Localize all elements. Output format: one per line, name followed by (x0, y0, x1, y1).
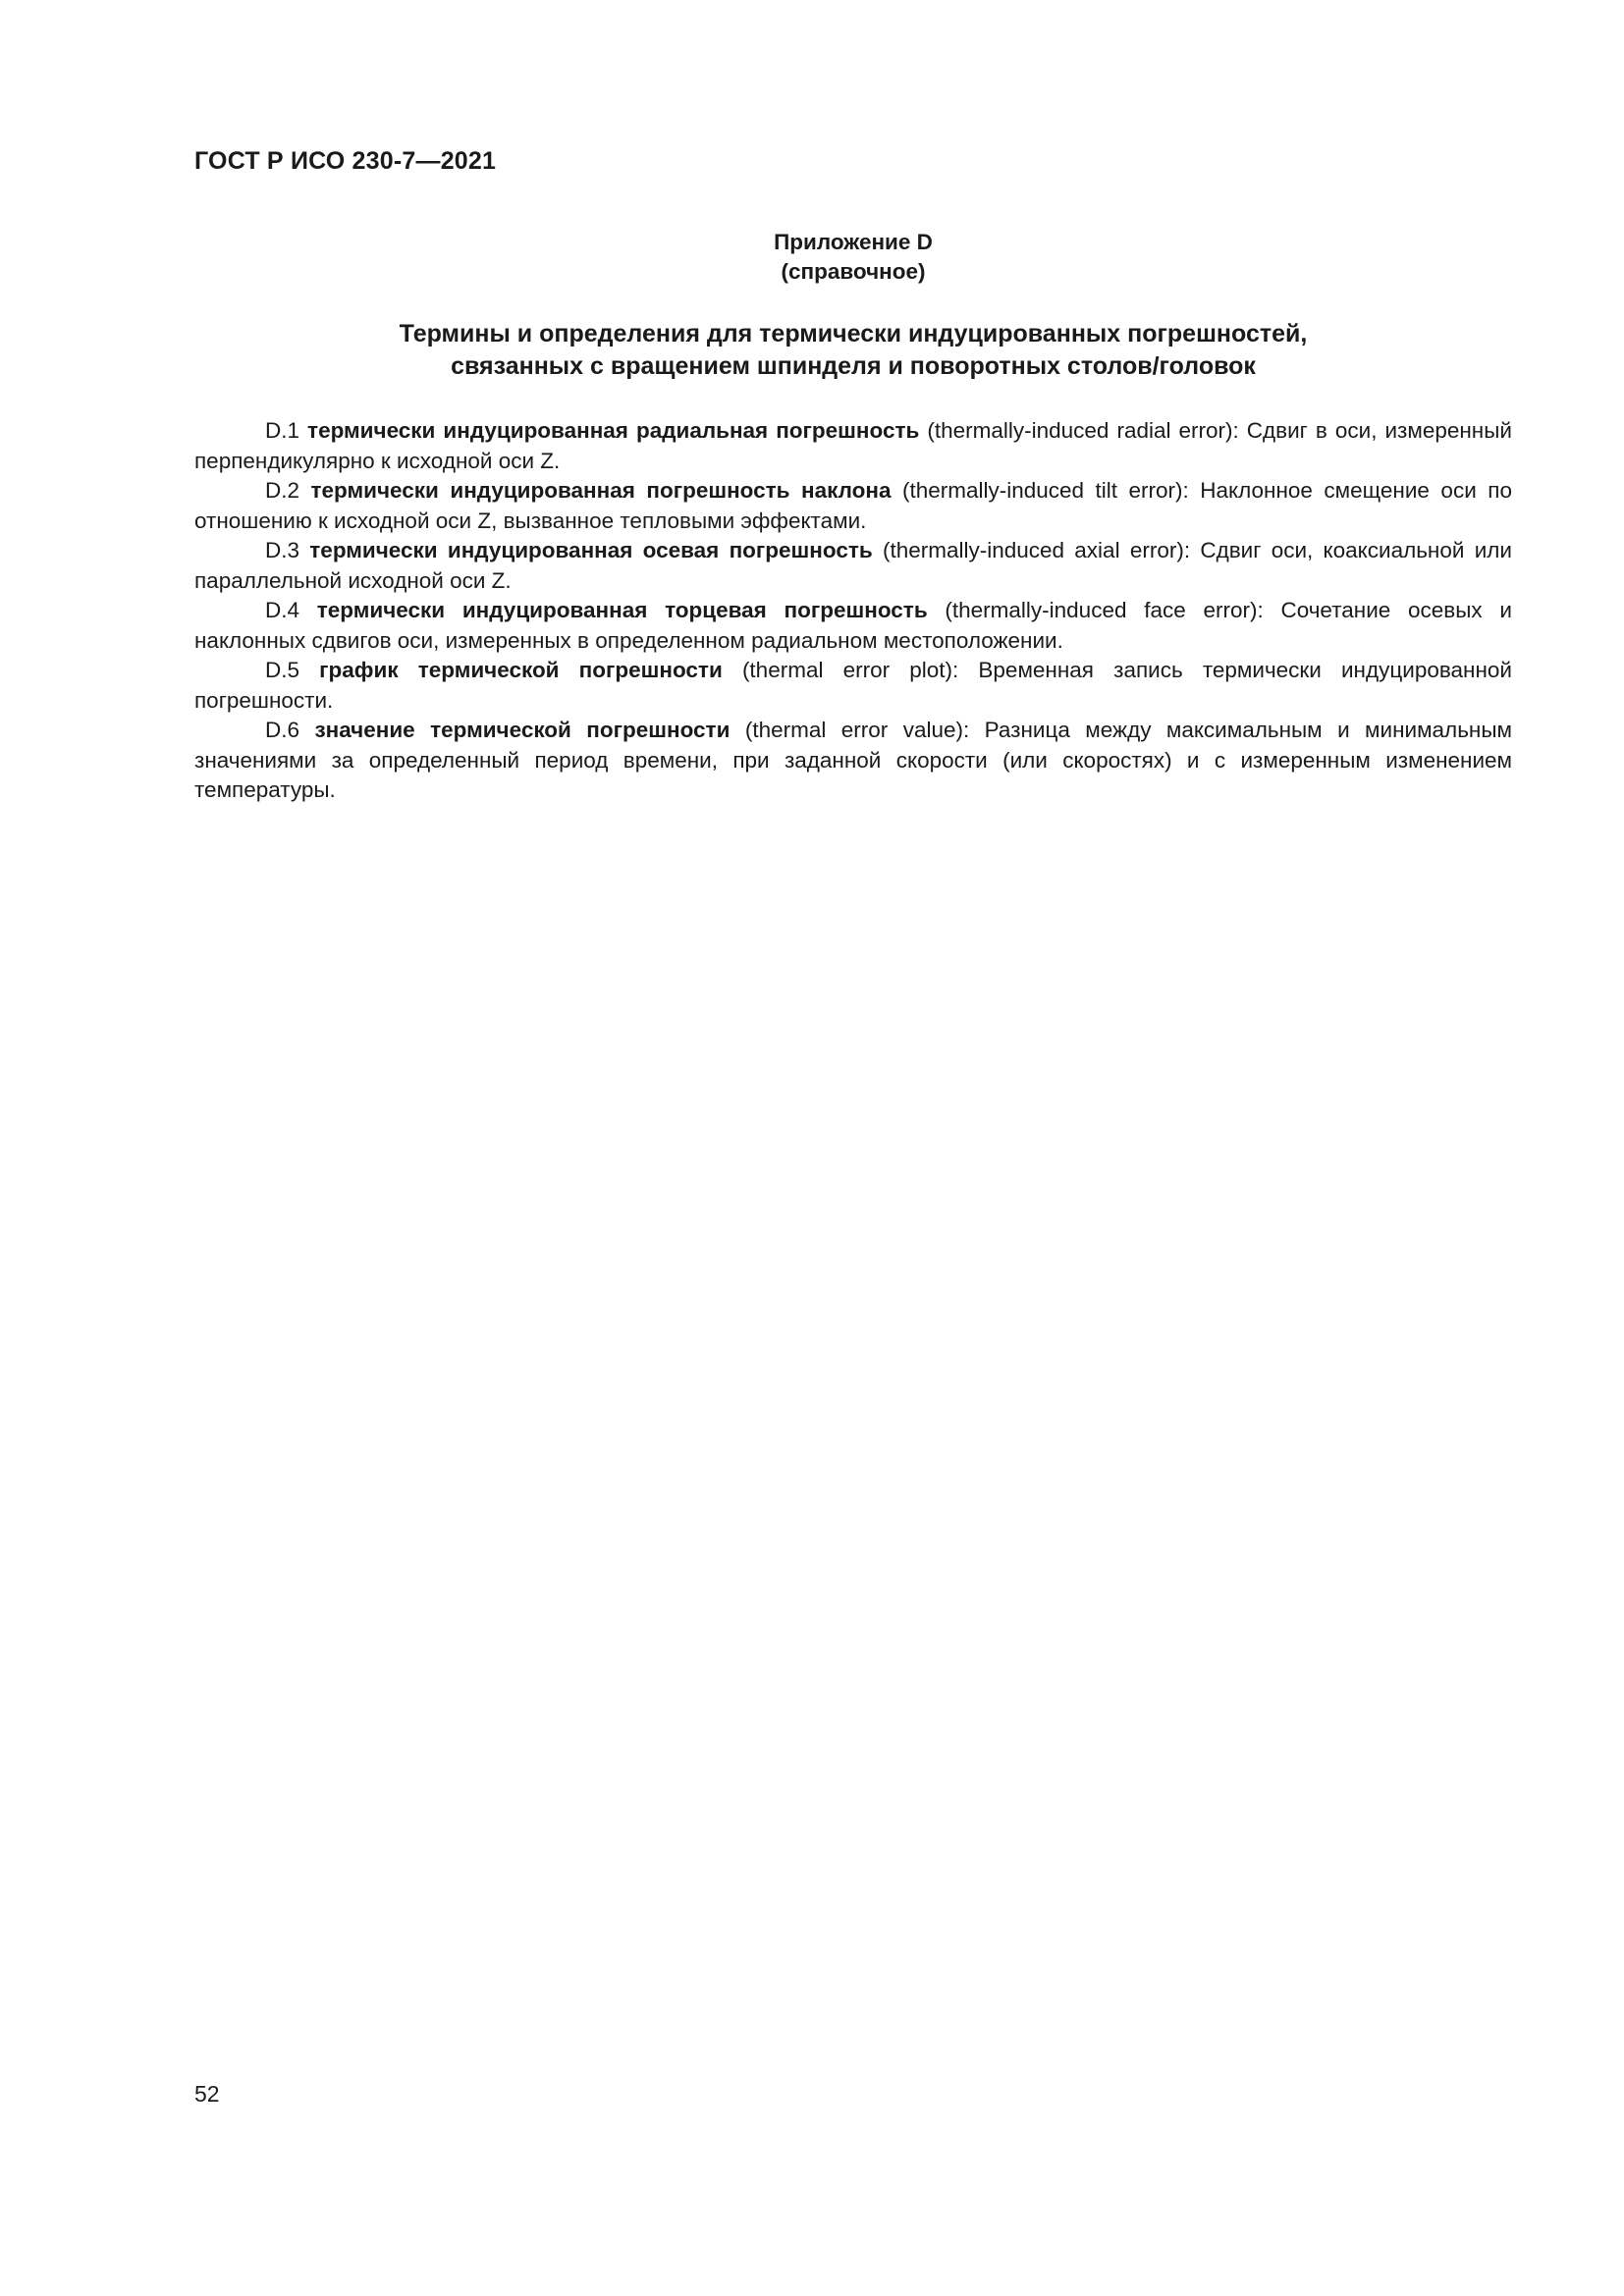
section-heading-line-1: Термины и определения для термически индуцированных погрешностей, (399, 320, 1308, 347)
term-number: D.1 (265, 418, 300, 443)
term-name: термически индуцированная торцевая погрешность (316, 598, 928, 622)
term-entry-d5 (194, 656, 1512, 716)
term-name: термически индуцированная погрешность наклона (310, 478, 892, 503)
annex-title: Приложение D (774, 230, 933, 254)
term-name: термически индуцированная осевая погрешность (309, 538, 873, 562)
term-name: термически индуцированная радиальная погрешность (307, 418, 920, 443)
standard-designation: ГОСТ Р ИСО 230-7—2021 (194, 147, 497, 175)
section-heading-line-2: связанных с вращением шпинделя и поворотных столов/головок (451, 352, 1256, 380)
term-number: D.2 (265, 478, 300, 503)
annex-status: (справочное) (781, 259, 926, 284)
term-definition: (thermally-induced axial error): Сдвиг оси, коаксиальной или параллельной исходной оси Z. (194, 538, 1512, 593)
term-definition: (thermally-induced face error): Сочетание осевых и наклонных сдвигов оси, измеренных в определенном радиальном местоположении. (194, 598, 1512, 653)
term-name: значение термической погрешности (314, 718, 731, 742)
term-number: D.4 (265, 598, 300, 622)
term-entry-d2 (194, 476, 1512, 536)
term-entry-d1 (194, 416, 1512, 476)
term-definition: (thermal error value): Разница между максимальным и минимальным значениями за определенный период времени, при заданной скорости (или скоростях) и с измеренным изменением температуры. (194, 718, 1512, 802)
term-entry-d3 (194, 536, 1512, 596)
section-heading (194, 318, 1512, 383)
term-entry-d6 (194, 716, 1512, 806)
page-number: 52 (194, 2081, 220, 2107)
term-number: D.5 (265, 658, 300, 682)
term-number: D.3 (265, 538, 300, 562)
term-name: график термической погрешности (319, 658, 723, 682)
term-definition: (thermal error plot): Временная запись термически индуцированной погрешности. (194, 658, 1512, 713)
term-entry-d4 (194, 596, 1512, 656)
term-number: D.6 (265, 718, 300, 742)
term-definition: (thermally-induced radial error): Сдвиг в оси, измеренный перпендикулярно к исходной оси Z. (194, 418, 1512, 473)
term-definition: (thermally-induced tilt error): Наклонное смещение оси по отношению к исходной оси Z, вызванное тепловыми эффектами. (194, 478, 1512, 533)
terms-list (194, 416, 1512, 806)
